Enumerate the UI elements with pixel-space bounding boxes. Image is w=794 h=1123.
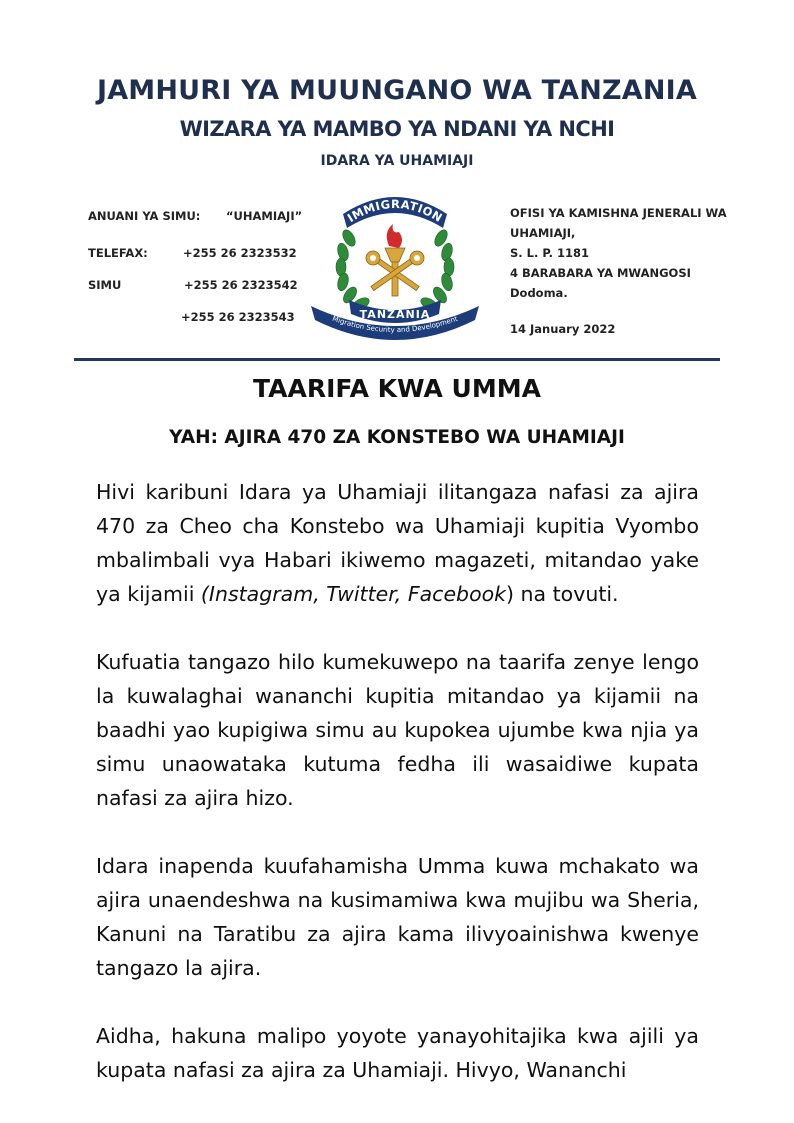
paragraph-4: Aidha, hakuna malipo yoyote yanayohitajika kwa ajili ya kupata nafasi za ajira za Uhamiaji. Hivyo, Wananchi xyxy=(96,1024,699,1082)
phone-value-1: +255 26 2323542 xyxy=(184,278,298,292)
phone-value-2: +255 26 2323543 xyxy=(181,310,295,324)
paragraph-1-end: ) na tovuti. xyxy=(506,582,619,606)
telefax-label: TELEFAX: xyxy=(88,246,148,260)
street-address: 4 BARABARA YA MWANGOSI xyxy=(510,266,691,280)
po-box: S. L. P. 1181 xyxy=(510,246,590,260)
paragraph-1-text: Hivi karibuni Idara ya Uhamiaji ilitangaza nafasi za ajira 470 za Cheo cha Konstebo wa Uhamiaji kupitia Vyombo mbalimbali vya Habari ikiwemo magazeti, mitandao yake ya kijamii xyxy=(96,480,699,606)
paragraph-1 xyxy=(96,475,699,611)
contacts-right xyxy=(510,203,740,339)
header-divider xyxy=(74,358,720,361)
emblem-banner-text: TANZANIA xyxy=(359,308,431,321)
paragraph-2: Kufuatia tangazo hilo kumekuwepo na taarifa zenye lengo la kuwalaghai wananchi kupitia mitandao ya kijamii na baadhi yao kupigiwa simu au kupokea ujumbe kwa njia ya simu unaowataka kutuma fedha ili wasaidiwe kupata nafasi za ajira hizo. xyxy=(96,650,699,810)
phone-label: SIMU xyxy=(88,278,122,292)
header-department: IDARA YA UHAMIAJI xyxy=(320,153,474,169)
city: Dodoma. xyxy=(510,286,568,300)
header-ministry: WIZARA YA MAMBO YA NDANI YA NCHI xyxy=(179,117,615,141)
notice-title: TAARIFA KWA UMMA xyxy=(253,374,541,403)
telefax-value: +255 26 2323532 xyxy=(183,246,297,260)
header-country: JAMHURI YA MUUNGANO WA TANZANIA xyxy=(96,75,698,106)
immigration-emblem xyxy=(305,188,485,348)
emblem-top-text: IMMIGRATION xyxy=(344,196,446,226)
office-line-2: UHAMIAJI, xyxy=(510,226,576,240)
notice-subject: YAH: AJIRA 470 ZA KONSTEBO WA UHAMIAJI xyxy=(169,427,625,448)
social-platforms: (Instagram, Twitter, Facebook xyxy=(200,582,507,606)
emblem-motto: Migration Security and Development xyxy=(331,314,459,335)
telegram-label: ANUANI YA SIMU: xyxy=(88,209,201,223)
telegram-value: “UHAMIAJI” xyxy=(226,209,303,223)
paragraph-3: Idara inapenda kuufahamisha Umma kuwa mchakato wa ajira unaendeshwa na kusimamiwa kwa mujibu wa Sheria, Kanuni na Taratibu za ajira kama ilivyoainishwa kwenye tangazo la ajira. xyxy=(96,854,699,980)
notice-body xyxy=(96,475,699,1121)
office-line-1: OFISI YA KAMISHNA JENERALI WA xyxy=(510,206,727,220)
letter-date: 14 January 2022 xyxy=(510,322,616,336)
